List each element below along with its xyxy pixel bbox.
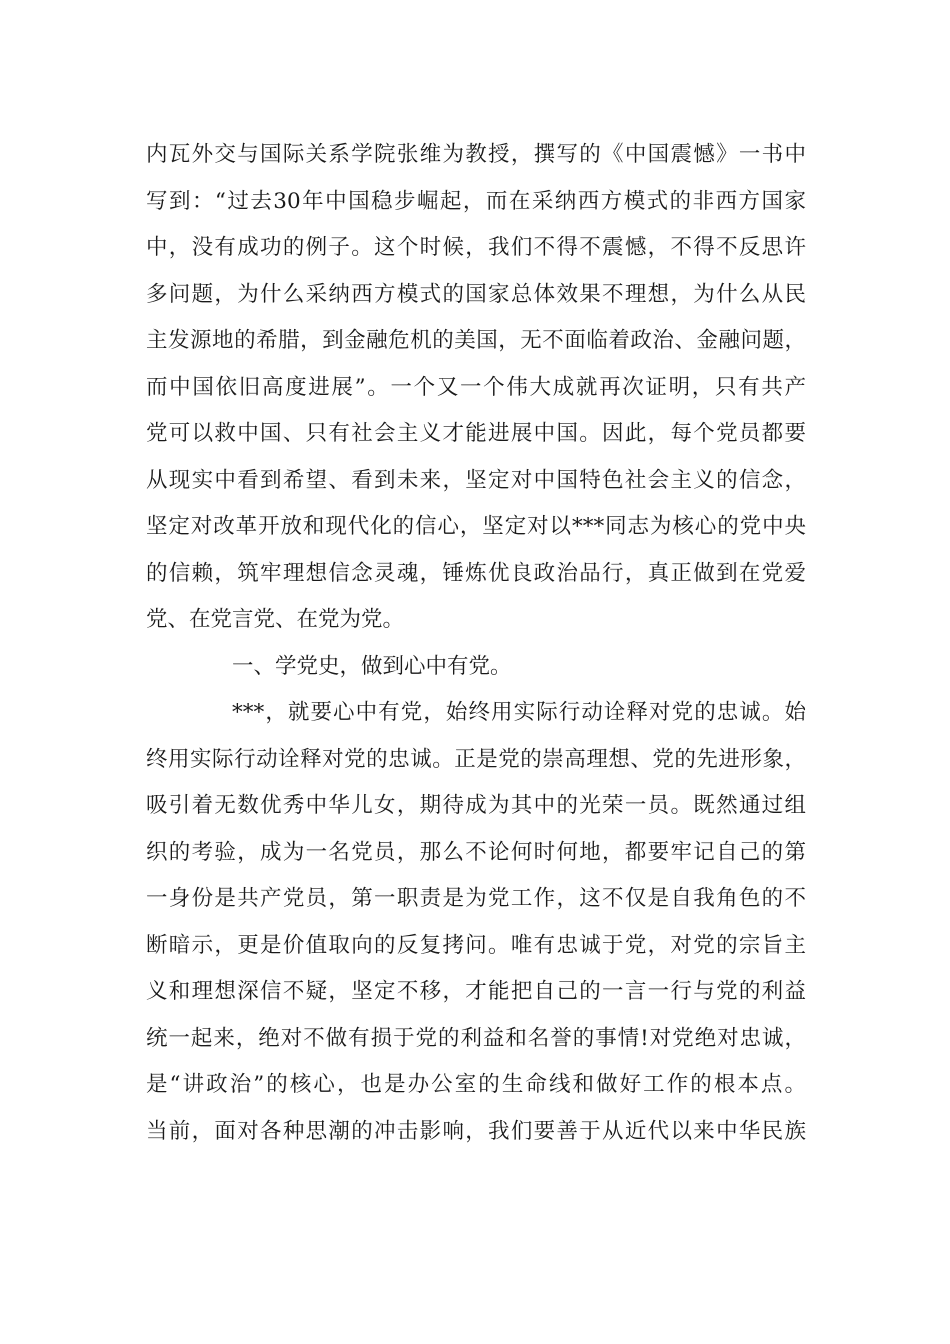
body-text (146, 132, 806, 1155)
paragraph-line: 多问题，为什么采纳西方模式的国家总体效果不理想，为什么从民 (146, 281, 806, 307)
paragraph-line: 织的考验，成为一名党员，那么不论何时何地，都要牢记自己的第 (146, 839, 806, 865)
section-heading: 一、学党史，做到心中有党。 (232, 653, 512, 679)
paragraph-line: 断暗示，更是价值取向的反复拷问。唯有忠诚于党，对党的宗旨主 (146, 932, 806, 958)
paragraph-line: 一身份是共产党员，第一职责是为党工作，这不仅是自我角色的不 (146, 886, 806, 911)
paragraph-line: 是“讲政治”的核心，也是办公室的生命线和做好工作的根本点。 (146, 1072, 806, 1097)
paragraph-line: 内瓦外交与国际关系学院张维为教授，撰写的《中国震憾》一书中 (146, 142, 806, 167)
paragraph-line: 党可以救中国、只有社会主义才能进展中国。因此，每个党员都要 (146, 421, 806, 446)
paragraph-line: 写到：“过去30年中国稳步崛起，而在采纳西方模式的非西方国家 (146, 188, 806, 214)
paragraph-line: 统一起来，绝对不做有损于党的利益和名誉的事情!对党绝对忠诚， (146, 1025, 806, 1051)
paragraph-line: 坚定对改革开放和现代化的信心，坚定对以***同志为核心的党中央 (146, 514, 806, 539)
paragraph-line: 主发源地的希腊，到金融危机的美国，无不面临着政治、金融问题， (146, 328, 806, 353)
paragraph-line: 吸引着无数优秀中华儿女，期待成为其中的光荣一员。既然通过组 (146, 793, 806, 818)
paragraph-line: 终用实际行动诠释对党的忠诚。正是党的崇高理想、党的先进形象， (146, 746, 806, 772)
paragraph-line: 的信赖，筑牢理想信念灵魂，锤炼优良政治品行，真正做到在党爱 (146, 560, 806, 586)
paragraph-line: 义和理想深信不疑，坚定不移，才能把自己的一言一行与党的利益 (146, 979, 806, 1004)
paragraph-line: 从现实中看到希望、看到未来，坚定对中国特色社会主义的信念， (146, 467, 806, 493)
paragraph-line: ***，就要心中有党，始终用实际行动诠释对党的忠诚。始 (232, 700, 806, 725)
paragraph-line: 当前，面对各种思潮的冲击影响，我们要善于从近代以来中华民族 (146, 1118, 806, 1144)
paragraph-line: 而中国依旧高度进展”。一个又一个伟大成就再次证明，只有共产 (146, 374, 806, 400)
paragraph-line: 中，没有成功的例子。这个时候，我们不得不震憾，不得不反思许 (146, 235, 806, 260)
paragraph-line: 党、在党言党、在党为党。 (146, 607, 405, 632)
